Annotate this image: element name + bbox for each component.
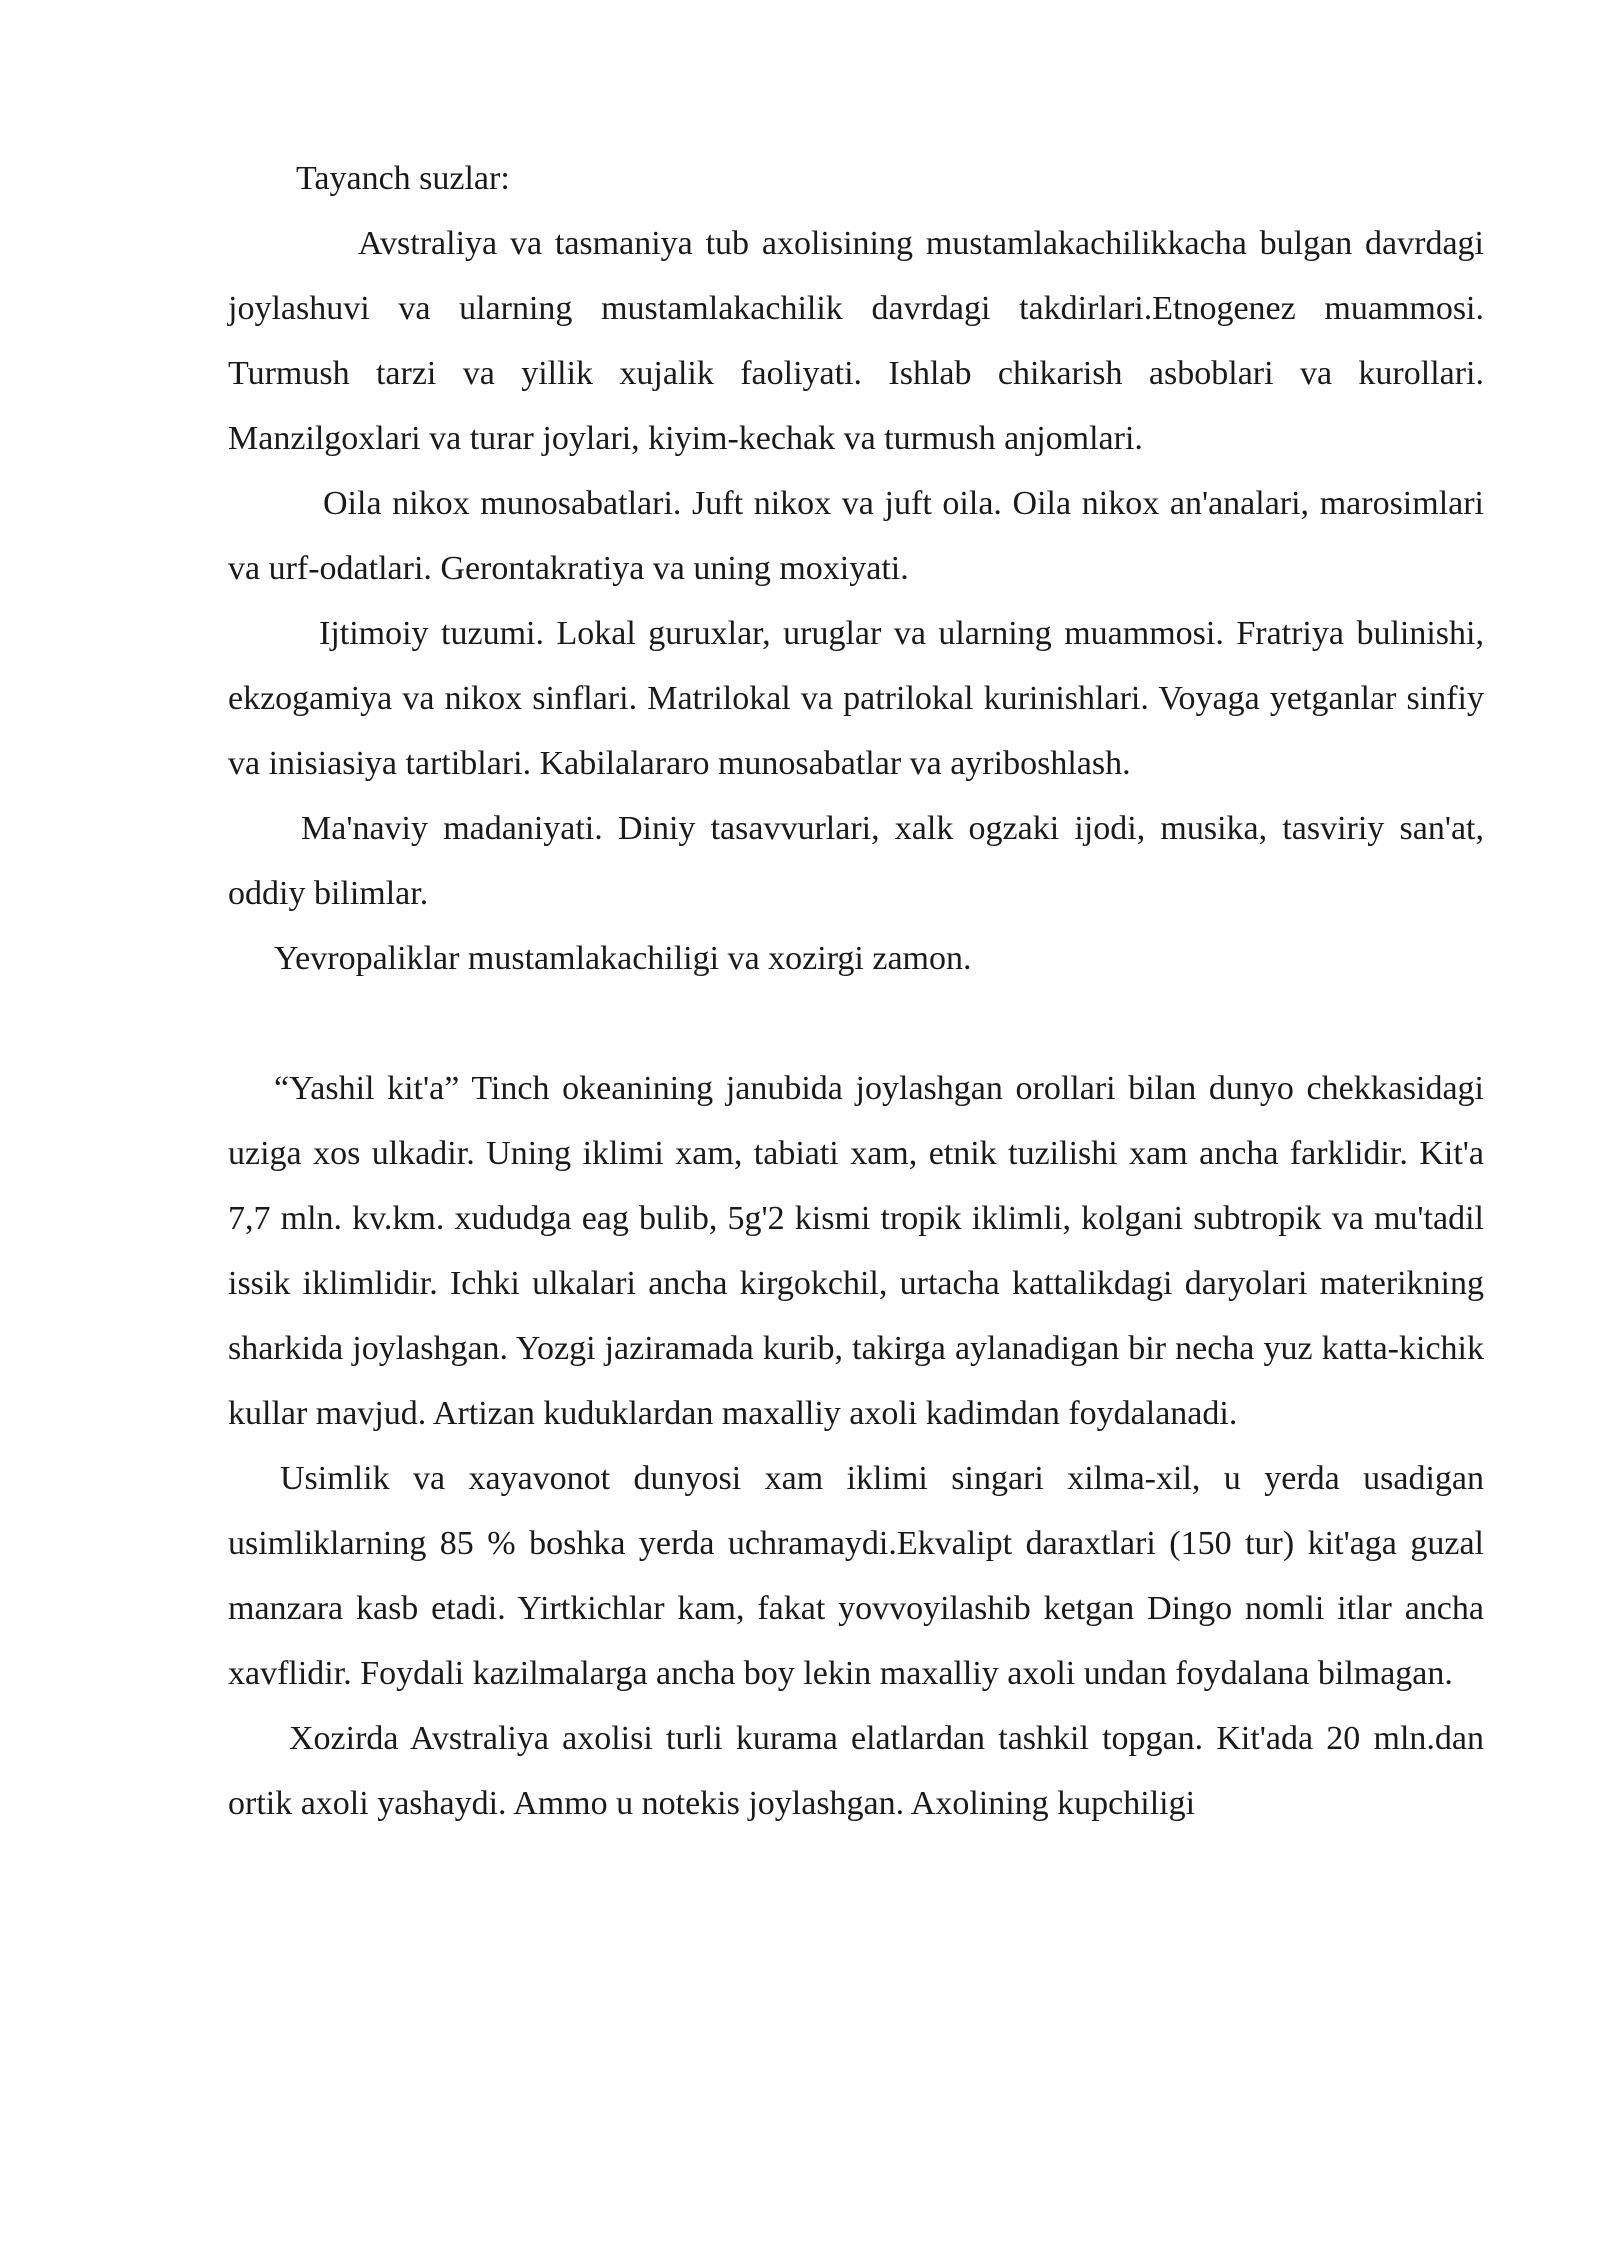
- paragraph-green-continent: “Yashil kit'a” Tinch okeanining janubida joylashgan orollari bilan dunyo chekkasidagi uziga xos ulkadir. Uning iklimi xam, tabiati xam, etnik tuzilishi xam ancha farklidir. Kit'a 7,7 mln. kv.km. xududga eag bulib, 5g'2 kismi tropik iklimli, kolgani subtropik va mu'tadil issik iklimlidir. Ichki ulkalari ancha kirgokchil, urtacha kattalikdagi daryolari materikning sharkida joylashgan. Yozgi jaziramada kurib, takirga aylanadigan bir necha yuz katta-kichik kullar mavjud. Artizan kuduklardan maxalliy axoli kadimdan foydalanadi.: [228, 1070, 1484, 1432]
- paragraph-settlement: Avstraliya va tasmaniya tub axolisining mustamlakachilikkacha bulgan davrdagi joylashuvi va ularning mustamlakachilik davrdagi takdirlari.Etnogenez muammosi. Turmush tarzi va yillik xujalik faoliyati. Ishlab chikarish asboblari va kurollari. Manzilgoxlari va turar joylari, kiyim-kechak va turmush anjomlari.: [228, 225, 1484, 457]
- paragraph-spiritual-culture: Ma'naviy madaniyati. Diniy tasavvurlari, xalk ogzaki ijodi, musika, tasviriy san'at, oddiy bilimlar.: [228, 810, 1484, 912]
- paragraph-population: Xozirda Avstraliya axolisi turli kurama elatlardan tashkil topgan. Kit'ada 20 mln.dan ortik axoli yashaydi. Ammo u notekis joylashgan. Axolining kupchiligi: [228, 1720, 1484, 1822]
- paragraph-flora-fauna: Usimlik va xayavonot dunyosi xam iklimi singari xilma-xil, u yerda usadigan usimliklarning 85 % boshka yerda uchramaydi.Ekvalipt daraxtlari (150 tur) kit'aga guzal manzara kasb etadi. Yirtkichlar kam, fakat yovvoyilashib ketgan Dingo nomli itlar ancha xavflidir. Foydali kazilmalarga ancha boy lekin maxalliy axoli undan foydalana bilmagan.: [228, 1460, 1484, 1692]
- paragraph-colonialism: Yevropaliklar mustamlakachiligi va xozirgi zamon.: [274, 940, 972, 977]
- paragraph-spacer: [228, 991, 1484, 1056]
- keywords-heading: Tayanch suzlar:: [296, 160, 510, 197]
- paragraph-social-structure: Ijtimoiy tuzumi. Lokal guruxlar, uruglar va ularning muammosi. Fratriya bulinishi, ekzogamiya va nikox sinflari. Matrilokal va patrilokal kurinishlari. Voyaga yetganlar sinfiy va inisiasiya tartiblari. Kabilalararo munosabatlar va ayriboshlash.: [228, 615, 1484, 782]
- document-body: [228, 146, 1484, 1836]
- paragraph-marriage: Oila nikox munosabatlari. Juft nikox va juft oila. Oila nikox an'analari, marosimlari va urf-odatlari. Gerontakratiya va uning moxiyati.: [228, 485, 1484, 587]
